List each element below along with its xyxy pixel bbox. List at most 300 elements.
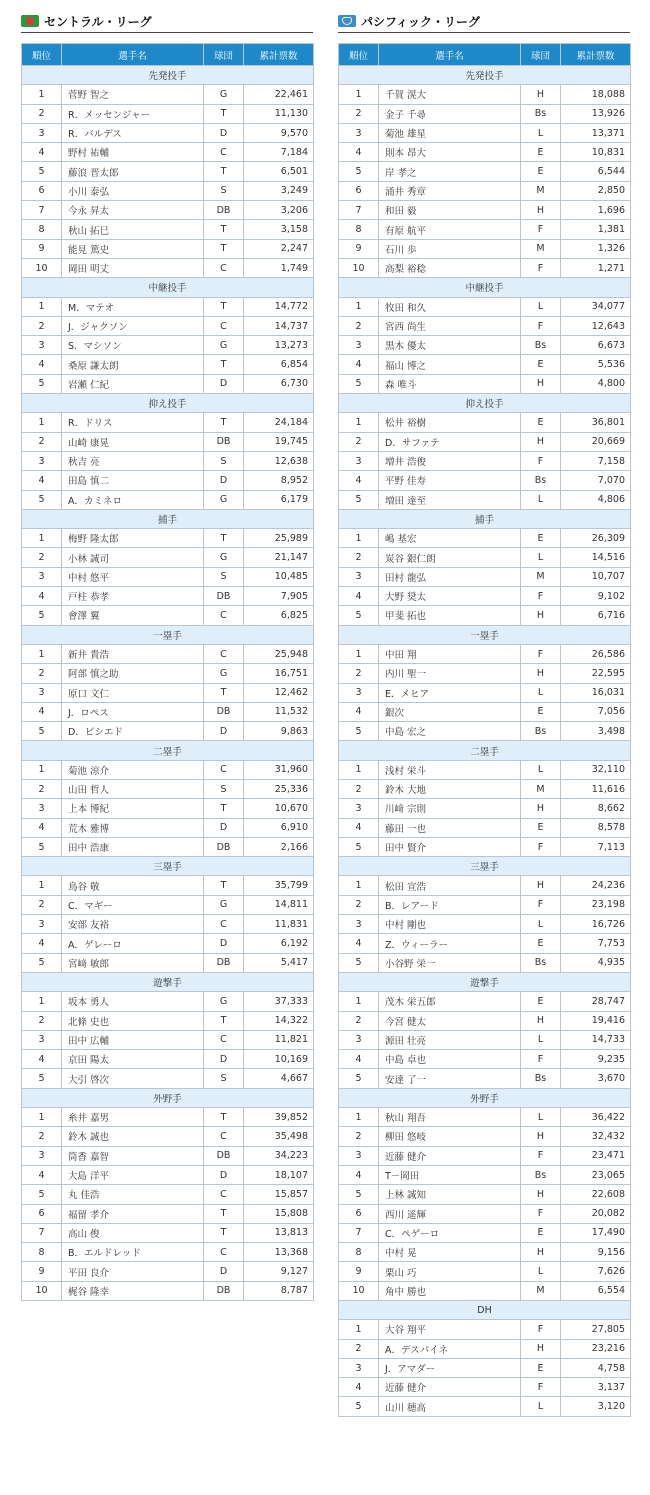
table-row (339, 779, 631, 798)
team-cell: C (204, 1185, 244, 1204)
rank-cell: 2 (22, 432, 62, 451)
votes-cell: 14,811 (244, 895, 314, 914)
player-name-cell: 金子 千尋 (379, 104, 521, 123)
player-name-cell: 小谷野 栄一 (379, 953, 521, 972)
rank-cell: 10 (339, 1281, 379, 1300)
team-cell: DB (204, 1146, 244, 1165)
player-name-cell: 坂本 勇人 (62, 992, 204, 1011)
team-cell: H (521, 85, 561, 104)
rank-cell: 3 (22, 336, 62, 355)
player-name-cell: 菅野 智之 (62, 85, 204, 104)
player-name-cell: 田中 浩康 (62, 837, 204, 856)
position-section-row (339, 66, 631, 85)
team-cell: H (521, 876, 561, 895)
votes-cell: 12,643 (561, 316, 631, 335)
team-cell: F (521, 1050, 561, 1069)
table-row (22, 258, 314, 277)
player-name-cell: 中村 晃 (379, 1243, 521, 1262)
rank-cell: 1 (339, 297, 379, 316)
player-name-cell: R．ドリス (62, 413, 204, 432)
league-title: パシフィック・リーグ (361, 14, 481, 29)
player-name-cell: 阿部 慎之助 (62, 664, 204, 683)
rank-cell: 3 (339, 123, 379, 142)
votes-cell: 9,570 (244, 123, 314, 142)
player-name-cell: 中島 宏之 (379, 722, 521, 741)
team-cell: L (521, 760, 561, 779)
player-name-cell: 藤浪 晋太郎 (62, 162, 204, 181)
rank-cell: 1 (339, 1108, 379, 1127)
player-name-cell: 西川 遥輝 (379, 1204, 521, 1223)
player-name-cell: 鳥谷 敬 (62, 876, 204, 895)
team-cell: H (521, 799, 561, 818)
player-name-cell: 和田 毅 (379, 201, 521, 220)
rank-cell: 7 (339, 201, 379, 220)
rank-cell: 1 (22, 992, 62, 1011)
table-row (22, 934, 314, 953)
player-name-cell: 糸井 嘉男 (62, 1108, 204, 1127)
table-row (22, 432, 314, 451)
team-cell: E (521, 818, 561, 837)
col-team-header: 球団 (521, 44, 561, 66)
table-row (339, 1069, 631, 1088)
rank-cell: 5 (339, 162, 379, 181)
team-cell: L (521, 1262, 561, 1281)
player-name-cell: 戸柱 恭孝 (62, 587, 204, 606)
col-team-header: 球団 (204, 44, 244, 66)
league-header (338, 12, 630, 33)
table-row (339, 664, 631, 683)
rank-cell: 7 (339, 1223, 379, 1242)
rank-cell: 5 (339, 606, 379, 625)
votes-cell: 4,935 (561, 953, 631, 972)
table-row (22, 1108, 314, 1127)
table-row (22, 567, 314, 586)
votes-cell: 11,821 (244, 1030, 314, 1049)
rank-cell: 3 (22, 1146, 62, 1165)
votes-cell: 6,544 (561, 162, 631, 181)
votes-cell: 3,498 (561, 722, 631, 741)
rank-cell: 2 (22, 1127, 62, 1146)
team-cell: G (204, 664, 244, 683)
team-cell: C (204, 606, 244, 625)
player-name-cell: 筒香 嘉智 (62, 1146, 204, 1165)
player-name-cell: 藤田 一也 (379, 818, 521, 837)
team-cell: E (521, 162, 561, 181)
player-name-cell: 角中 勝也 (379, 1281, 521, 1300)
rank-cell: 4 (22, 1165, 62, 1184)
team-cell: Bs (521, 1069, 561, 1088)
team-cell: T (204, 1108, 244, 1127)
rank-cell: 1 (339, 529, 379, 548)
position-section-row (22, 509, 314, 528)
rank-cell: 4 (339, 1165, 379, 1184)
table-row (22, 837, 314, 856)
votes-cell: 13,273 (244, 336, 314, 355)
team-cell: C (204, 1127, 244, 1146)
rank-cell: 2 (22, 316, 62, 335)
table-row (339, 297, 631, 316)
votes-cell: 11,616 (561, 779, 631, 798)
team-cell: E (521, 1358, 561, 1377)
player-name-cell: 小川 泰弘 (62, 181, 204, 200)
team-cell: Bs (521, 1165, 561, 1184)
table-row (339, 490, 631, 509)
team-cell: C (204, 1030, 244, 1049)
team-cell: D (204, 934, 244, 953)
votes-cell: 35,498 (244, 1127, 314, 1146)
table-row (339, 316, 631, 335)
votes-cell: 16,751 (244, 664, 314, 683)
player-name-cell: 秋吉 亮 (62, 451, 204, 470)
position-section-row (22, 278, 314, 297)
votes-cell: 32,432 (561, 1127, 631, 1146)
rank-cell: 3 (339, 1146, 379, 1165)
team-cell: T (204, 799, 244, 818)
table-row (22, 664, 314, 683)
team-cell: H (521, 374, 561, 393)
team-cell: S (204, 779, 244, 798)
votes-cell: 25,989 (244, 529, 314, 548)
table-row (22, 915, 314, 934)
position-section-row (339, 509, 631, 528)
votes-cell: 2,850 (561, 181, 631, 200)
votes-cell: 10,485 (244, 567, 314, 586)
position-section-label: 二塁手 (22, 741, 314, 760)
player-name-cell: 岩瀬 仁紀 (62, 374, 204, 393)
table-row (339, 181, 631, 200)
team-cell: DB (204, 953, 244, 972)
player-name-cell: 増井 浩俊 (379, 451, 521, 470)
team-cell: F (521, 587, 561, 606)
votes-cell: 34,223 (244, 1146, 314, 1165)
team-cell: F (521, 258, 561, 277)
player-name-cell: 宮﨑 敏郎 (62, 953, 204, 972)
team-cell: E (521, 934, 561, 953)
table-row (22, 1243, 314, 1262)
player-name-cell: 大谷 翔平 (379, 1320, 521, 1339)
position-section-row (339, 394, 631, 413)
rank-cell: 5 (22, 490, 62, 509)
team-cell: L (521, 123, 561, 142)
team-cell: S (204, 451, 244, 470)
votes-cell: 1,749 (244, 258, 314, 277)
player-name-cell: 森 唯斗 (379, 374, 521, 393)
player-name-cell: 大島 洋平 (62, 1165, 204, 1184)
position-section-row (339, 857, 631, 876)
rank-cell: 1 (339, 644, 379, 663)
table-row (339, 722, 631, 741)
table-row (339, 201, 631, 220)
rank-cell: 5 (22, 1069, 62, 1088)
position-section-row (22, 625, 314, 644)
votes-cell: 14,322 (244, 1011, 314, 1030)
votes-cell: 6,554 (561, 1281, 631, 1300)
table-row (339, 1108, 631, 1127)
player-name-cell: 千賀 滉大 (379, 85, 521, 104)
team-cell: M (521, 567, 561, 586)
table-row (22, 779, 314, 798)
table-row (339, 451, 631, 470)
rank-cell: 5 (22, 953, 62, 972)
player-name-cell: A．デスパイネ (379, 1339, 521, 1358)
table-row (339, 548, 631, 567)
player-name-cell: 田中 広輔 (62, 1030, 204, 1049)
votes-cell: 8,662 (561, 799, 631, 818)
col-rank-header: 順位 (339, 44, 379, 66)
player-name-cell: 今永 昇太 (62, 201, 204, 220)
position-section-label: 捕手 (339, 509, 631, 528)
player-name-cell: 石川 歩 (379, 239, 521, 258)
player-name-cell: 中田 翔 (379, 644, 521, 663)
team-cell: D (204, 722, 244, 741)
player-name-cell: 山田 哲人 (62, 779, 204, 798)
rank-cell: 4 (339, 1378, 379, 1397)
team-cell: G (204, 895, 244, 914)
rank-cell: 3 (22, 451, 62, 470)
votes-cell: 11,130 (244, 104, 314, 123)
votes-cell: 3,670 (561, 1069, 631, 1088)
votes-cell: 6,501 (244, 162, 314, 181)
table-row (339, 606, 631, 625)
position-section-label: 抑え投手 (22, 394, 314, 413)
rank-cell: 2 (339, 1339, 379, 1358)
team-cell: F (521, 1320, 561, 1339)
player-name-cell: 則本 昂大 (379, 143, 521, 162)
rank-cell: 9 (339, 1262, 379, 1281)
table-row (22, 606, 314, 625)
player-name-cell: 浅村 栄斗 (379, 760, 521, 779)
team-cell: H (521, 1127, 561, 1146)
player-name-cell: R．メッセンジャー (62, 104, 204, 123)
team-cell: L (521, 1108, 561, 1127)
votes-cell: 18,088 (561, 85, 631, 104)
player-name-cell: 安達 了一 (379, 1069, 521, 1088)
votes-cell: 5,417 (244, 953, 314, 972)
col-player-header: 選手名 (62, 44, 204, 66)
votes-cell: 23,198 (561, 895, 631, 914)
table-row (339, 992, 631, 1011)
player-name-cell: 菊池 雄星 (379, 123, 521, 142)
player-name-cell: B．エルドレッド (62, 1243, 204, 1262)
position-section-label: 一塁手 (22, 625, 314, 644)
votes-cell: 36,422 (561, 1108, 631, 1127)
team-cell: S (204, 567, 244, 586)
team-cell: G (204, 548, 244, 567)
rank-cell: 3 (22, 1030, 62, 1049)
rank-cell: 5 (22, 374, 62, 393)
player-name-cell: 中島 卓也 (379, 1050, 521, 1069)
votes-cell: 7,753 (561, 934, 631, 953)
team-cell: C (204, 1243, 244, 1262)
votes-cell: 1,271 (561, 258, 631, 277)
player-name-cell: 北條 史也 (62, 1011, 204, 1030)
position-section-row (22, 394, 314, 413)
team-cell: F (521, 451, 561, 470)
votes-cell: 12,462 (244, 683, 314, 702)
player-name-cell: J．ロペス (62, 702, 204, 721)
votes-cell: 24,236 (561, 876, 631, 895)
player-name-cell: 涌井 秀章 (379, 181, 521, 200)
votes-cell: 2,166 (244, 837, 314, 856)
table-row (339, 876, 631, 895)
player-name-cell: 野村 祐輔 (62, 143, 204, 162)
team-cell: T (204, 683, 244, 702)
player-name-cell: 平野 佳寿 (379, 471, 521, 490)
table-row (22, 1204, 314, 1223)
rank-cell: 3 (339, 567, 379, 586)
team-cell: T (204, 239, 244, 258)
table-row (339, 567, 631, 586)
rank-cell: 8 (22, 1243, 62, 1262)
team-cell: H (521, 664, 561, 683)
rank-cell: 1 (22, 297, 62, 316)
rank-cell: 8 (339, 220, 379, 239)
team-cell: H (521, 201, 561, 220)
player-name-cell: 岸 孝之 (379, 162, 521, 181)
table-row (22, 683, 314, 702)
table-row (22, 297, 314, 316)
table-row (339, 1339, 631, 1358)
team-cell: C (204, 316, 244, 335)
team-cell: L (521, 683, 561, 702)
votes-cell: 7,626 (561, 1262, 631, 1281)
votes-cell: 10,831 (561, 143, 631, 162)
rank-cell: 2 (22, 548, 62, 567)
team-cell: DB (204, 702, 244, 721)
col-rank-header: 順位 (22, 44, 62, 66)
team-cell: L (521, 297, 561, 316)
player-name-cell: 田中 賢介 (379, 837, 521, 856)
votes-cell: 6,854 (244, 355, 314, 374)
table-row (339, 1358, 631, 1377)
team-cell: E (521, 529, 561, 548)
votes-cell: 31,960 (244, 760, 314, 779)
player-name-cell: 近藤 健介 (379, 1378, 521, 1397)
table-row (22, 818, 314, 837)
rank-cell: 5 (339, 1069, 379, 1088)
team-cell: T (204, 529, 244, 548)
team-cell: F (521, 644, 561, 663)
rank-cell: 5 (22, 722, 62, 741)
votes-cell: 9,127 (244, 1262, 314, 1281)
table-row (22, 760, 314, 779)
votes-cell: 3,120 (561, 1397, 631, 1416)
rank-cell: 10 (339, 258, 379, 277)
rank-cell: 2 (22, 779, 62, 798)
table-row (339, 432, 631, 451)
table-row (339, 529, 631, 548)
votes-cell: 26,309 (561, 529, 631, 548)
team-cell: T (204, 1223, 244, 1242)
team-cell: D (204, 471, 244, 490)
player-name-cell: 京田 陽太 (62, 1050, 204, 1069)
rank-cell: 2 (22, 104, 62, 123)
rank-cell: 1 (22, 85, 62, 104)
player-name-cell: 高山 俊 (62, 1223, 204, 1242)
rank-cell: 3 (339, 336, 379, 355)
team-cell: L (521, 548, 561, 567)
table-row (339, 1320, 631, 1339)
position-section-row (339, 278, 631, 297)
team-cell: H (521, 1243, 561, 1262)
rank-cell: 4 (339, 587, 379, 606)
table-row (339, 1185, 631, 1204)
position-section-label: 先発投手 (22, 66, 314, 85)
col-votes-header: 累計票数 (244, 44, 314, 66)
team-cell: E (521, 1223, 561, 1242)
player-name-cell: 嶋 基宏 (379, 529, 521, 548)
votes-cell: 14,733 (561, 1030, 631, 1049)
table-row (339, 1223, 631, 1242)
table-row (339, 220, 631, 239)
votes-cell: 3,249 (244, 181, 314, 200)
player-name-cell: 川﨑 宗則 (379, 799, 521, 818)
team-cell: H (521, 1011, 561, 1030)
rank-cell: 2 (339, 779, 379, 798)
rank-cell: 4 (22, 1050, 62, 1069)
player-name-cell: R．バルデス (62, 123, 204, 142)
table-row (22, 529, 314, 548)
player-name-cell: 岡田 明丈 (62, 258, 204, 277)
rank-cell: 3 (339, 683, 379, 702)
rank-cell: 1 (339, 992, 379, 1011)
votes-cell: 15,857 (244, 1185, 314, 1204)
team-cell: T (204, 355, 244, 374)
votes-cell: 32,110 (561, 760, 631, 779)
table-row (22, 1030, 314, 1049)
team-cell: H (521, 1339, 561, 1358)
votes-cell: 21,147 (244, 548, 314, 567)
rank-cell: 3 (339, 1030, 379, 1049)
votes-cell: 20,082 (561, 1204, 631, 1223)
team-cell: D (204, 1165, 244, 1184)
rank-cell: 4 (22, 818, 62, 837)
table-row (339, 1011, 631, 1030)
table-row (22, 471, 314, 490)
position-section-label: 外野手 (22, 1088, 314, 1107)
rank-cell: 5 (22, 1185, 62, 1204)
rank-cell: 4 (339, 818, 379, 837)
team-cell: Bs (521, 722, 561, 741)
team-cell: Bs (521, 471, 561, 490)
player-name-cell: 松井 裕樹 (379, 413, 521, 432)
votes-cell: 13,926 (561, 104, 631, 123)
votes-cell: 1,381 (561, 220, 631, 239)
player-name-cell: 上本 博紀 (62, 799, 204, 818)
table-row (22, 336, 314, 355)
player-name-cell: 増田 達至 (379, 490, 521, 509)
table-row (22, 1011, 314, 1030)
rank-cell: 4 (339, 934, 379, 953)
votes-cell: 13,368 (244, 1243, 314, 1262)
player-name-cell: 黒木 優太 (379, 336, 521, 355)
player-name-cell: 秋山 翔吾 (379, 1108, 521, 1127)
player-name-cell: C．ペゲーロ (379, 1223, 521, 1242)
team-cell: Bs (521, 953, 561, 972)
player-name-cell: 内川 聖一 (379, 664, 521, 683)
votes-cell: 3,137 (561, 1378, 631, 1397)
rank-cell: 2 (339, 1011, 379, 1030)
team-cell: L (521, 1030, 561, 1049)
team-cell: F (521, 316, 561, 335)
votes-cell: 7,184 (244, 143, 314, 162)
player-name-cell: 高梨 裕稔 (379, 258, 521, 277)
votes-cell: 7,158 (561, 451, 631, 470)
table-row (339, 1204, 631, 1223)
player-name-cell: 山川 穂高 (379, 1397, 521, 1416)
player-name-cell: 源田 壮亮 (379, 1030, 521, 1049)
player-name-cell: Z．ウィーラー (379, 934, 521, 953)
